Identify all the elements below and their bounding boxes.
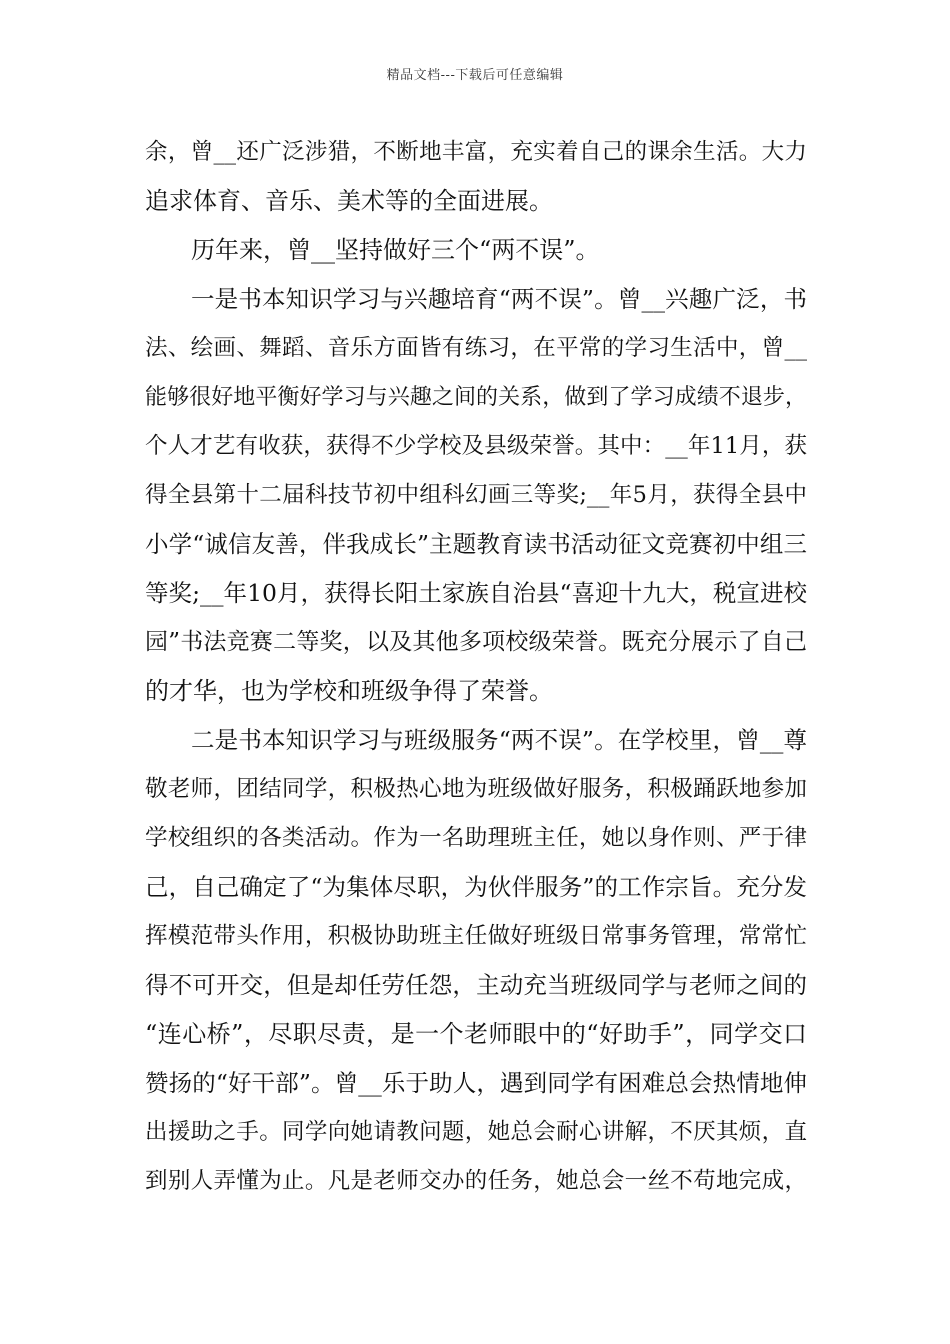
text-line: 挥模范带头作用，积极协助班主任做好班级日常事务管理，常常忙 (145, 923, 807, 949)
text-line: 己，自己确定了“为集体尽职，为伙伴服务”的工作宗旨。充分发 (145, 873, 807, 901)
text-line: 等奖;__年10月，获得长阳土家族自治县“喜迎十九大，税宣进校 (145, 579, 807, 607)
text-line: 小学“诚信友善，伴我成长”主题教育读书活动征文竞赛初中组三 (145, 530, 807, 558)
text-line: 学校组织的各类活动。作为一名助理班主任，她以身作则、严于律 (145, 825, 807, 851)
text-line: 的才华，也为学校和班级争得了荣誉。 (145, 677, 553, 705)
text-line: 法、绘画、舞蹈、音乐方面皆有练习，在平常的学习生活中，曾__ (145, 335, 807, 361)
text-line: 二是书本知识学习与班级服务“两不误”。在学校里，曾__尊 (191, 726, 807, 754)
document-body (145, 128, 807, 1206)
text-line: “连心桥”，尽职尽责，是一个老师眼中的“好助手”，同学交口 (145, 1020, 807, 1048)
text-line: 到别人弄懂为止。凡是老师交办的任务，她总会一丝不苟地完成， (145, 1168, 807, 1194)
text-line: 余，曾__还广泛涉猎，不断地丰富，充实着自己的课余生活。大力 (145, 139, 807, 165)
text-line: 敬老师，团结同学，积极热心地为班级做好服务，积极踊跃地参加 (145, 776, 807, 802)
text-line: 追求体育、音乐、美术等的全面进展。 (145, 187, 553, 215)
text-line: 得不可开交，但是却任劳任怨，主动充当班级同学与老师之间的 (145, 971, 807, 999)
text-line: 能够很好地平衡好学习与兴趣之间的关系，做到了学习成绩不退步， (145, 385, 807, 410)
text-line: 历年来，曾__坚持做好三个“两不误”。 (191, 236, 600, 264)
text-line: 出援助之手。同学向她请教问题，她总会耐心讲解，不厌其烦，直 (145, 1119, 807, 1145)
page-header: 精品文档---下载后可任意编辑 (386, 68, 564, 83)
text-line: 一是书本知识学习与兴趣培育“两不误”。曾__兴趣广泛，书 (191, 285, 807, 313)
text-line: 个人才艺有收获，获得不少学校及县级荣誉。其中：__年11月，获 (145, 433, 807, 459)
text-line: 得全县第十二届科技节初中组科幻画三等奖;__年5月，获得全县中 (145, 482, 807, 508)
text-line: 赞扬的“好干部”。曾__乐于助人，遇到同学有困难总会热情地伸 (145, 1069, 807, 1097)
text-line: 园”书法竞赛二等奖，以及其他多项校级荣誉。既充分展示了自己 (145, 629, 807, 655)
